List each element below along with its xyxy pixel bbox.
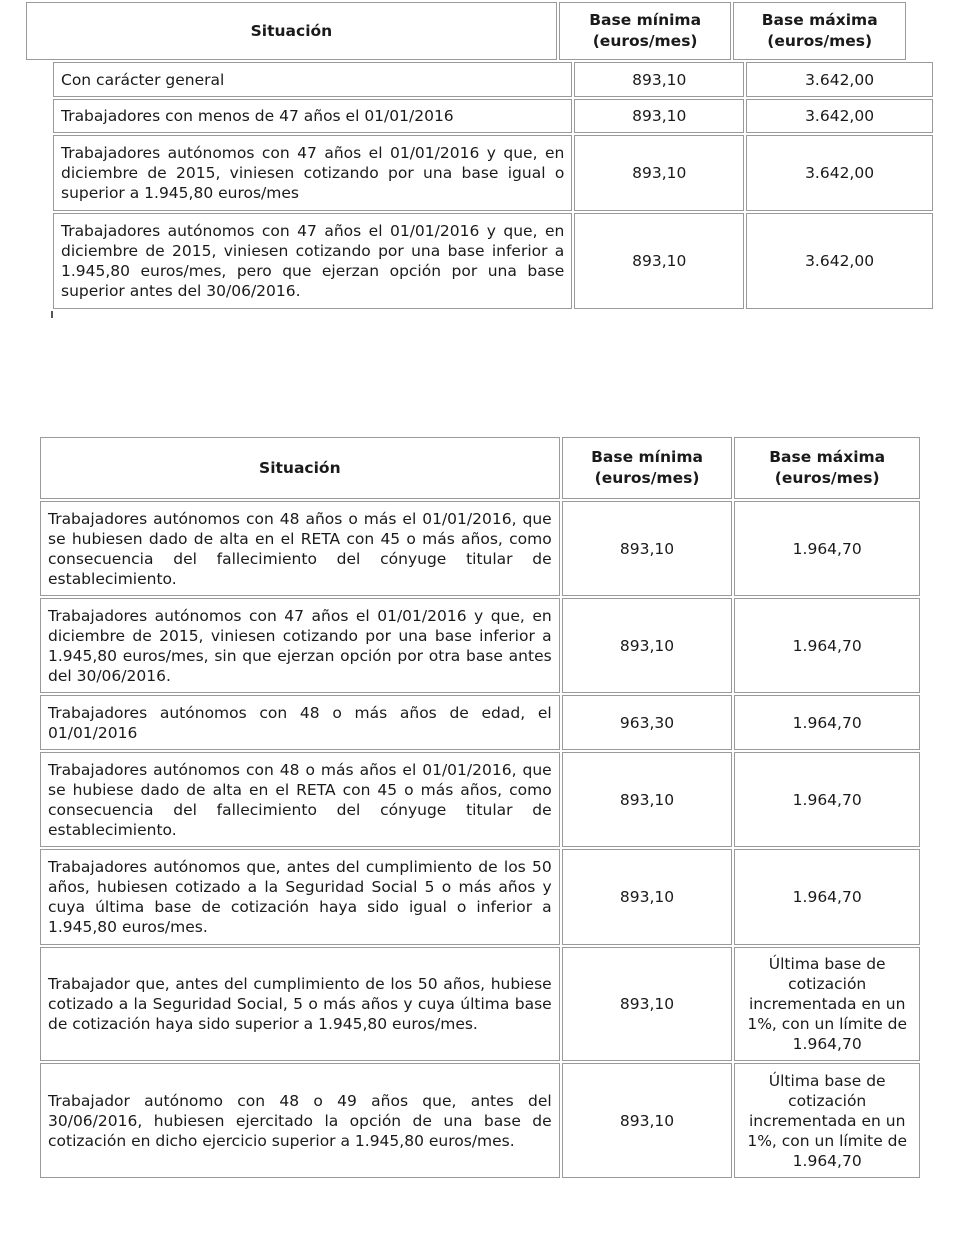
cell-base-minima: 893,10	[574, 62, 744, 97]
table-row	[53, 213, 933, 309]
cell-situacion: Trabajador que, antes del cumplimiento de los 50 años, hubiese cotizado a la Seguridad Social, 5 o más años y cuya última base de cotización haya sido superior a 1.945,80 euros/mes.	[40, 947, 560, 1061]
cell-base-maxima: 1.964,70	[734, 752, 920, 847]
cell-base-maxima: 1.964,70	[734, 695, 920, 750]
header-situacion: Situación	[40, 437, 560, 499]
cell-situacion: Trabajadores autónomos con 47 años el 01/01/2016 y que, en diciembre de 2015, viniesen cotizando por una base igual o superior a 1.945,80 euros/mes	[53, 135, 572, 211]
cell-situacion: Con carácter general	[53, 62, 572, 97]
cell-situacion: Trabajadores con menos de 47 años el 01/01/2016	[53, 99, 572, 133]
cell-base-maxima: 3.642,00	[746, 135, 933, 211]
cell-base-minima: 893,10	[574, 99, 744, 133]
cell-base-minima: 893,10	[562, 947, 733, 1061]
cell-situacion: Trabajadores autónomos que, antes del cumplimiento de los 50 años, hubiesen cotizado a la Seguridad Social 5 o más años y cuya última base de cotización haya sido igual o inferior a 1.945,80 euros/mes.	[40, 849, 560, 945]
table1-body	[51, 60, 935, 311]
cell-base-minima: 893,10	[562, 501, 733, 596]
cell-situacion: Trabajadores autónomos con 48 o más años de edad, el 01/01/2016	[40, 695, 560, 750]
table-row	[40, 1063, 920, 1178]
header-base-minima: Base mínima (euros/mes)	[559, 2, 732, 60]
cell-situacion: Trabajadores autónomos con 47 años el 01/01/2016 y que, en diciembre de 2015, viniesen cotizando por una base inferior a 1.945,80 euros/mes, pero que ejerzan opción por una base superior antes del 30/06/2016.	[53, 213, 572, 309]
table1-header	[24, 0, 908, 62]
table1-header-row	[26, 2, 906, 60]
cell-situacion: Trabajador autónomo con 48 o 49 años que, antes del 30/06/2016, hubiesen ejercitado la opción de una base de cotización en dicho ejercicio superior a 1.945,80 euros/mes.	[40, 1063, 560, 1178]
table-row	[40, 849, 920, 945]
cell-base-maxima: Última base de cotización incrementada en un 1%, con un límite de 1.964,70	[734, 947, 920, 1061]
header-base-minima: Base mínima (euros/mes)	[562, 437, 733, 499]
cell-base-minima: 893,10	[562, 849, 733, 945]
cell-base-maxima: 1.964,70	[734, 849, 920, 945]
table-row	[40, 947, 920, 1061]
cell-base-minima: 893,10	[574, 135, 744, 211]
table-row	[40, 695, 920, 750]
table-row	[40, 598, 920, 693]
table-row	[53, 62, 933, 97]
header-base-maxima: Base máxima (euros/mes)	[733, 2, 906, 60]
cell-base-maxima: 3.642,00	[746, 213, 933, 309]
cell-base-maxima: 1.964,70	[734, 598, 920, 693]
cell-base-maxima: 1.964,70	[734, 501, 920, 596]
table2	[38, 435, 922, 1180]
header-situacion: Situación	[26, 2, 557, 60]
table-row	[53, 99, 933, 133]
cell-base-maxima: Última base de cotización incrementada en un 1%, con un límite de 1.964,70	[734, 1063, 920, 1178]
cell-situacion: Trabajadores autónomos con 47 años el 01/01/2016 y que, en diciembre de 2015, viniesen cotizando por una base inferior a 1.945,80 euros/mes, sin que ejerzan opción por otra base antes del 30/06/2016.	[40, 598, 560, 693]
table-row	[40, 501, 920, 596]
cell-base-minima: 893,10	[562, 1063, 733, 1178]
header-base-maxima: Base máxima (euros/mes)	[734, 437, 920, 499]
cell-base-minima: 893,10	[574, 213, 744, 309]
cell-situacion: Trabajadores autónomos con 48 años o más el 01/01/2016, que se hubiesen dado de alta en el RETA con 45 o más años, como consecuencia del fallecimiento del cónyuge titular de establecimiento.	[40, 501, 560, 596]
cell-base-minima: 893,10	[562, 752, 733, 847]
cell-base-maxima: 3.642,00	[746, 99, 933, 133]
cell-base-minima: 893,10	[562, 598, 733, 693]
cell-situacion: Trabajadores autónomos con 48 o más años el 01/01/2016, que se hubiese dado de alta en el RETA con 45 o más años, como consecuencia del fallecimiento del cónyuge titular de establecimiento.	[40, 752, 560, 847]
table2-header-row	[40, 437, 920, 499]
table-row	[40, 752, 920, 847]
cell-base-minima: 963,30	[562, 695, 733, 750]
cell-base-maxima: 3.642,00	[746, 62, 933, 97]
table-row	[53, 135, 933, 211]
